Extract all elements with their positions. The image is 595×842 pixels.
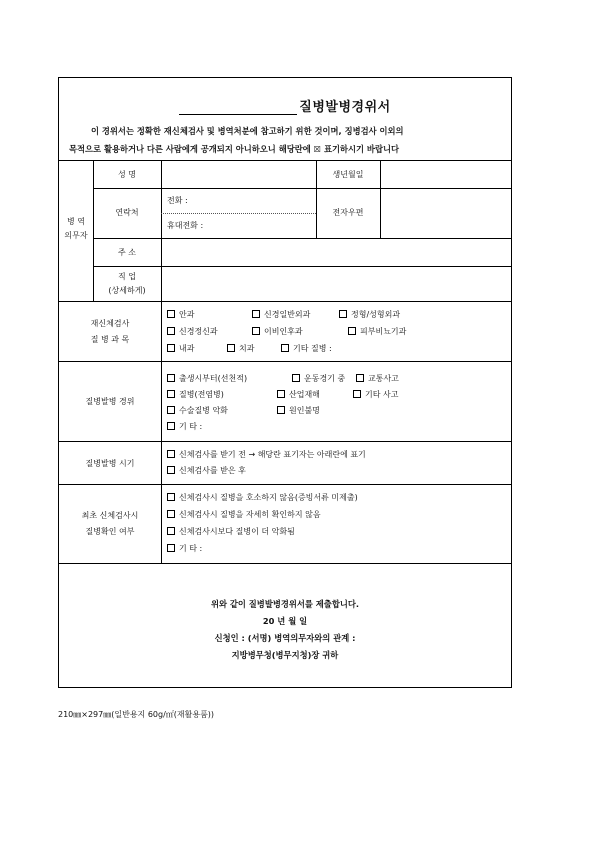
option-label: 이비인후과 [264,327,303,336]
checkbox-option[interactable] [277,405,320,416]
checkbox-icon[interactable] [281,344,289,352]
option-label: 신체검사를 받은 후 [179,466,246,475]
checkbox-option[interactable] [167,421,202,432]
checkbox-icon[interactable] [167,327,175,335]
checkbox-icon[interactable] [167,390,175,398]
diagnosis-label [59,316,161,348]
declaration-applicant: 신청인 : (서명) 병역의무자와의 관계 : [214,633,356,643]
checkbox-icon[interactable] [167,544,175,552]
phone-field[interactable]: 전화 : [167,196,188,205]
intro-line-1: 이 경위서는 정확한 재신체검사 및 병역처분에 참고하기 위한 것이며, 징병검사 이외의 [91,126,404,136]
option-label: 교통사고 [368,374,399,383]
job-label [93,270,161,298]
form-title-row [59,96,511,116]
divider [59,301,511,302]
divider [59,563,511,564]
divider [93,266,512,267]
checkbox-option[interactable] [227,343,254,354]
form-title: 질병발병경위서 [299,100,391,115]
option-label: 수술질병 악화 [179,406,228,415]
checkbox-option[interactable] [167,389,224,400]
option-label: 원인불명 [289,406,320,415]
checkbox-option[interactable] [353,389,398,400]
option-label: 정형/성형외과 [351,310,401,319]
email-label: 전자우편 [332,208,364,217]
checkbox-option[interactable] [252,326,303,337]
divider [93,238,512,239]
option-label: 산업재해 [289,390,320,399]
declaration-line-1: 위와 같이 질병발병경위서를 제출합니다. [210,599,360,609]
checkbox-icon[interactable] [167,310,175,318]
contact-label: 연락처 [115,208,139,217]
email-field[interactable] [381,190,511,237]
first-check-label-line: 질병확인 여부 [85,527,135,536]
option-label: 피부비뇨기과 [360,327,407,336]
declaration-date: 20 년 월 일 [262,616,308,626]
checkbox-icon[interactable] [277,390,285,398]
checkbox-icon[interactable] [227,344,235,352]
checkbox-option[interactable] [167,326,218,337]
checkbox-option[interactable] [167,509,321,520]
checkbox-option[interactable] [281,343,332,354]
checkbox-option[interactable] [167,309,194,320]
section-label [59,215,93,243]
checkbox-option[interactable] [167,405,228,416]
option-label: 질병(전염병) [179,390,224,399]
checkbox-option[interactable] [277,389,320,400]
checkbox-option[interactable] [356,373,399,384]
name-label: 성 명 [118,170,136,179]
section-label-line: 의무자 [64,231,88,240]
option-label: 신경일반외과 [264,310,311,319]
option-label: 내과 [179,344,195,353]
paper-spec-footer: 210㎜×297㎜(일반용지 60g/㎡(재활용품)) [58,710,215,719]
phone-divider [161,213,316,214]
option-label: 기 타 : [179,422,203,431]
option-label: 출생시부터(선천적) [179,374,248,383]
address-field[interactable] [162,240,511,265]
option-label: 기 타 : [179,544,203,553]
cause-label: 질병발병 경위 [85,397,135,406]
intro-line-2: 목적으로 활용하거나 다른 사람에게 공개되지 아니하오니 해당란에 ☒ 표기하시기 바랍니다 [69,144,399,154]
option-label: 신체검사시 질병을 호소하지 않음(증빙서류 미제출) [179,493,358,502]
option-label: 신체검사를 받기 전 → 해당란 표기자는 아래란에 표기 [179,450,366,459]
checkbox-option[interactable] [292,373,345,384]
checkbox-icon[interactable] [353,390,361,398]
option-label: 신체검사시 질병을 자세히 확인하지 않음 [179,510,321,519]
checkbox-option[interactable] [167,373,247,384]
option-label: 기타 사고 [365,390,399,399]
checkbox-icon[interactable] [252,310,260,318]
option-label: 운동경기 중 [304,374,346,383]
checkbox-option[interactable] [167,343,194,354]
checkbox-icon[interactable] [339,310,347,318]
option-label: 안과 [179,310,195,319]
option-label: 치과 [239,344,255,353]
option-label: 신경정신과 [179,327,218,336]
checkbox-option[interactable] [339,309,400,320]
timing-label: 질병발병 시기 [85,459,135,468]
mobile-field[interactable]: 휴대전화 : [167,221,204,230]
diagnosis-label-line: 재신체검사 [90,319,130,328]
checkbox-icon[interactable] [167,510,175,518]
option-label: 신체검사시보다 질병이 더 악화됨 [179,527,295,536]
first-check-label-line: 최초 신체검사시 [81,511,139,520]
illness-report-form [58,77,512,688]
checkbox-icon[interactable] [167,374,175,382]
checkbox-icon[interactable] [252,327,260,335]
checkbox-icon[interactable] [167,527,175,535]
checkbox-option[interactable] [167,526,295,537]
checkbox-option[interactable] [348,326,406,337]
option-label: 기타 질병 : [293,344,332,353]
divider [93,188,512,189]
birth-field[interactable] [381,162,511,187]
job-label-text: 직 업 [118,272,136,281]
divider [59,441,511,442]
checkbox-icon[interactable] [277,406,285,414]
birth-label: 생년월일 [332,170,364,179]
first-check-label [59,508,161,540]
checkbox-icon[interactable] [167,493,175,501]
checkbox-icon[interactable] [167,406,175,414]
divider [59,160,511,161]
checkbox-icon[interactable] [292,374,300,382]
job-label-detail: (상세하게) [108,286,146,295]
checkbox-icon[interactable] [167,344,175,352]
checkbox-icon[interactable] [167,422,175,430]
checkbox-icon[interactable] [348,327,356,335]
diagnosis-label-line: 질 병 과 목 [90,335,130,344]
checkbox-icon[interactable] [167,450,175,458]
checkbox-option[interactable] [167,465,246,476]
title-blank-line[interactable] [179,102,297,115]
checkbox-option[interactable] [167,492,358,503]
address-label: 주 소 [118,248,136,257]
checkbox-option[interactable] [167,543,202,554]
declaration-recipient: 지방병무청(병무지청)장 귀하 [231,650,339,660]
checkbox-option[interactable] [252,309,310,320]
job-field[interactable] [162,268,511,300]
name-field[interactable] [162,162,315,187]
divider [161,301,162,563]
divider [59,484,511,485]
divider [59,361,511,362]
checkbox-icon[interactable] [167,466,175,474]
checkbox-option[interactable] [167,449,366,460]
intro-text [69,122,505,158]
section-label-line: 병 역 [67,217,85,226]
checkbox-icon[interactable] [356,374,364,382]
